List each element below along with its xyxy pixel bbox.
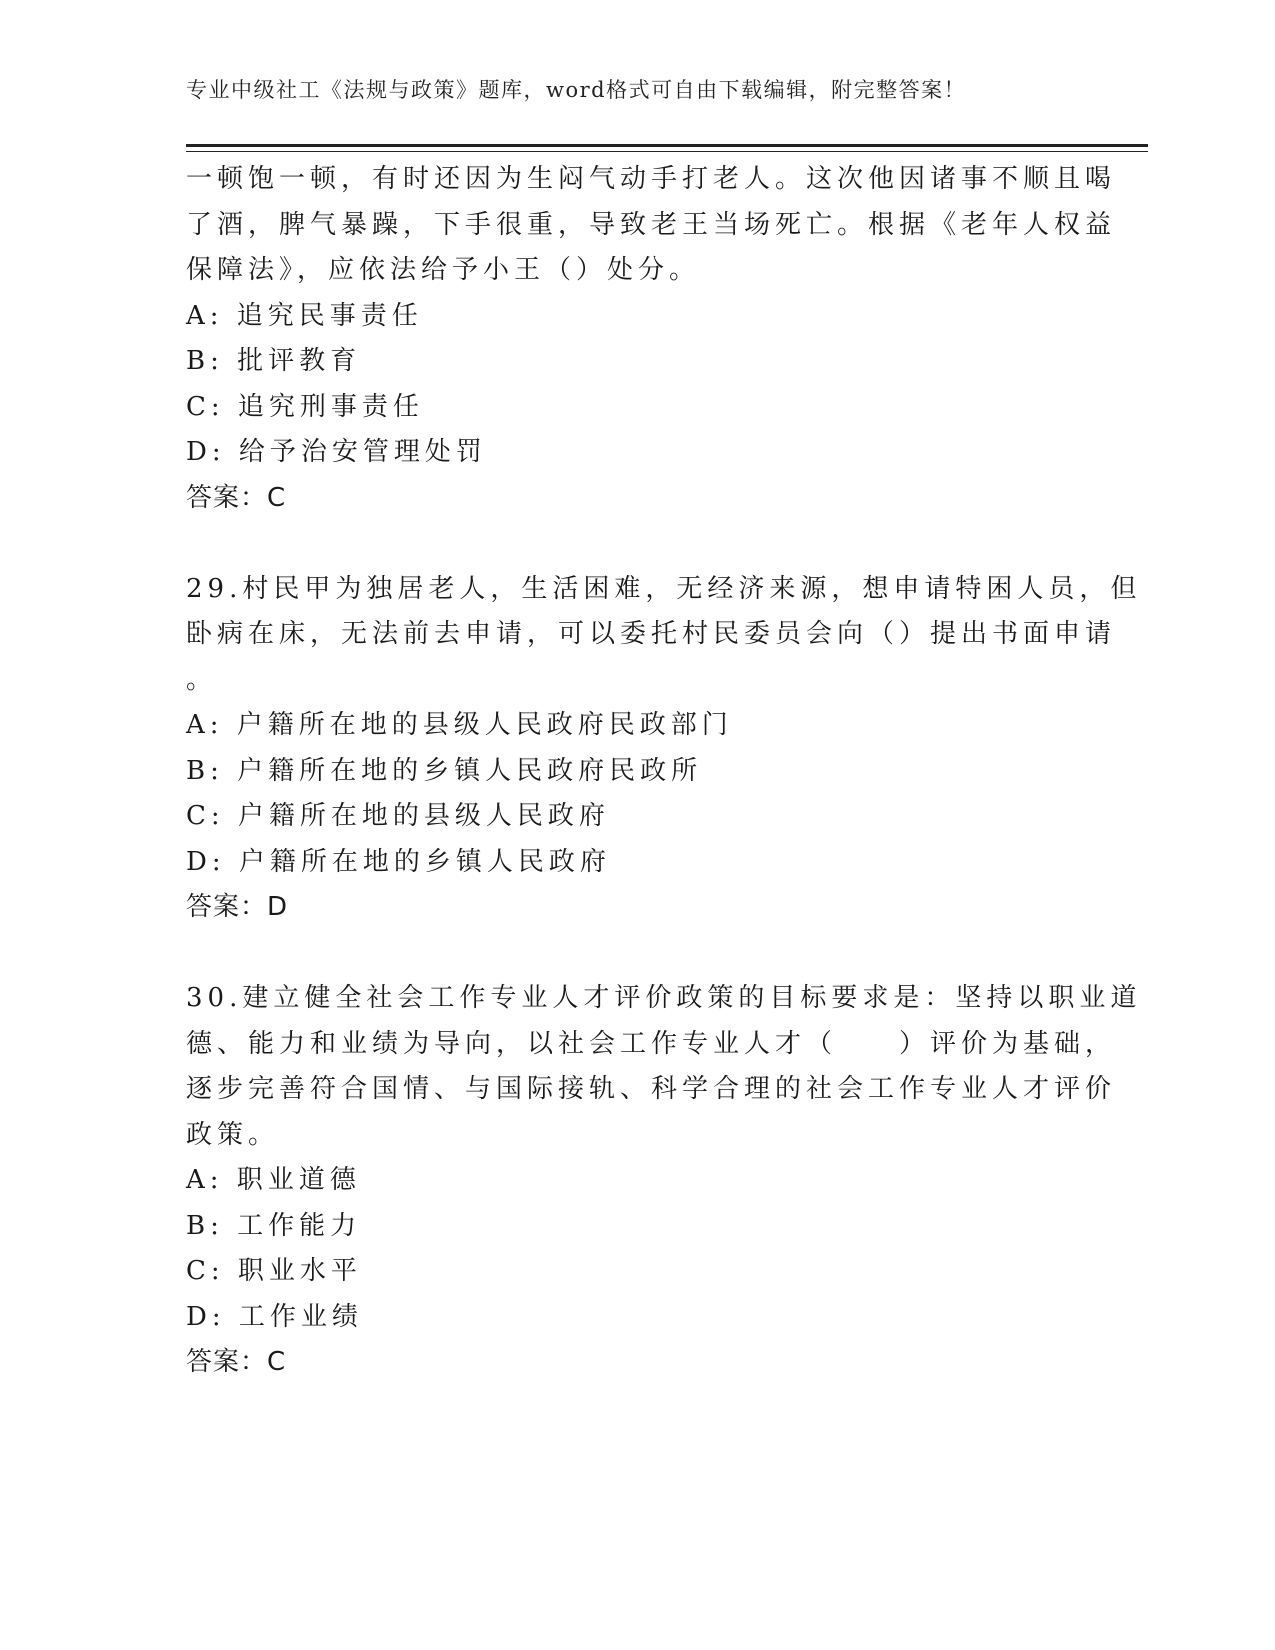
question-stem-line: 逐步完善符合国情、与国际接轨、科学合理的社会工作专业人才评价 [186, 1074, 1117, 1104]
answer-line: 答案：C [186, 482, 287, 513]
question-stem-line: 卧病在床，无法前去申请，可以委托村民委员会向（）提出书面申请 [186, 619, 1117, 649]
spacer [186, 521, 1086, 567]
question-stem-line: 29.村民甲为独居老人，生活困难，无经济来源，想申请特困人员，但 [186, 573, 1142, 604]
question-item [186, 157, 1117, 521]
option-a: A: 追究民事责任 [186, 300, 423, 331]
question-stem-line: 德、能力和业绩为导向，以社会工作专业人才（ ）评价为基础， [186, 1028, 1117, 1059]
spacer [186, 931, 1086, 977]
option-b: B: 批评教育 [186, 346, 362, 376]
option-d: D: 给予治安管理处罚 [186, 437, 487, 467]
answer-line: 答案：D [186, 892, 289, 922]
answer-line: 答案：C [186, 1347, 287, 1377]
option-c: C: 追究刑事责任 [186, 391, 424, 422]
header-rule-thick [186, 144, 1148, 147]
question-item [186, 976, 1142, 1386]
option-b: B: 户籍所在地的乡镇人民政府民政所 [186, 755, 703, 786]
option-a: A: 职业道德 [186, 1165, 361, 1195]
option-d: D: 工作业绩 [186, 1301, 363, 1332]
question-stem-line: 保障法》，应依法给予小王（）处分。 [186, 255, 701, 285]
question-stem-line: 政策。 [186, 1119, 280, 1150]
page-header: 专业中级社工《法规与政策》题库，word格式可自由下载编辑，附完整答案！ [186, 78, 967, 102]
option-c: C: 职业水平 [186, 1256, 362, 1286]
question-stem-line: 了酒，脾气暴躁，下手很重，导致老王当场死亡。根据《老年人权益 [186, 209, 1117, 240]
option-a: A: 户籍所在地的县级人民政府民政部门 [186, 710, 733, 740]
question-item [186, 567, 1142, 931]
question-stem-line: 一顿饱一顿，有时还因为生闷气动手打老人。这次他因诸事不顺且喝 [186, 164, 1117, 194]
question-stem-line: 。 [186, 664, 218, 695]
option-d: D: 户籍所在地的乡镇人民政府 [186, 846, 611, 877]
header-rule-thin [186, 151, 1148, 152]
option-b: B: 工作能力 [186, 1210, 362, 1241]
question-list [186, 157, 1142, 1386]
question-stem-line: 30.建立健全社会工作专业人才评价政策的目标要求是：坚持以职业道 [186, 983, 1142, 1013]
option-c: C: 户籍所在地的县级人民政府 [186, 801, 610, 831]
